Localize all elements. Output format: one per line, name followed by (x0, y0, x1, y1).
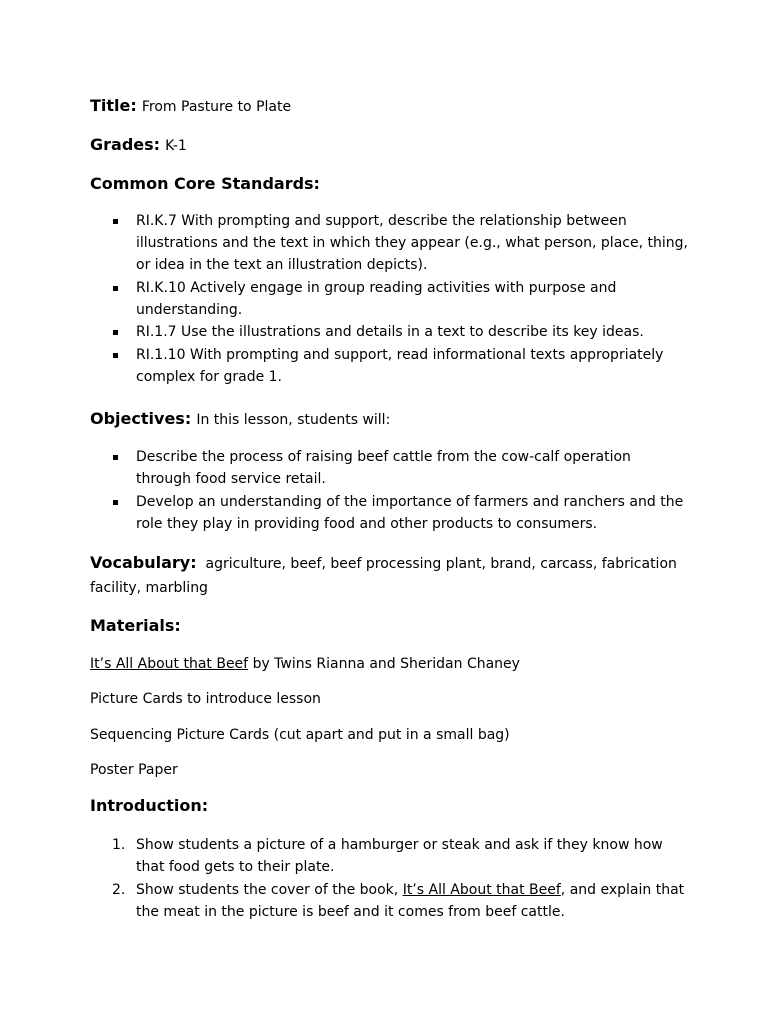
materials-item: Sequencing Picture Cards (cut apart and put in a small bag) (90, 727, 510, 743)
book-title: It’s All About that Beef (90, 656, 249, 672)
step-number: 2. (112, 881, 126, 898)
list-item: Develop an understanding of the importance of farmers and ranchers and the role they play in providing food and other products to consumers. (90, 491, 688, 535)
grades-line (90, 135, 688, 154)
introduction-heading: Introduction: (90, 796, 209, 815)
standards-list (90, 210, 688, 388)
grades-value: K-1 (165, 138, 187, 154)
materials-item: Picture Cards to introduce lesson (90, 691, 321, 707)
book-title: It’s All About that Beef (402, 881, 561, 898)
title-value: From Pasture to Plate (141, 99, 292, 115)
objectives-list (90, 446, 688, 535)
list-item: RI.1.7 Use the illustrations and details in a text to describe its key ideas. (90, 321, 688, 343)
vocabulary-label: Vocabulary: (90, 553, 197, 572)
list-item (90, 834, 688, 878)
objectives-intro: In this lesson, students will: (196, 412, 391, 428)
list-item: RI.K.7 With prompting and support, describe the relationship between illustrations and the text in which they appear (e.g., what person, place, thing, or idea in the text an illustration depicts). (90, 210, 688, 276)
step-text-pre: Show students the cover of the book, (136, 881, 403, 898)
list-item: Describe the process of raising beef cattle from the cow-calf operation through food service retail. (90, 446, 688, 490)
vocabulary-block (90, 551, 688, 600)
introduction-list (90, 834, 688, 923)
materials-item: Poster Paper (90, 762, 178, 778)
book-author: by Twins Rianna and Sheridan Chaney (252, 656, 520, 672)
list-item: RI.1.10 With prompting and support, read informational texts appropriately complex for grade 1. (90, 344, 688, 388)
title-line (90, 96, 688, 115)
step-text: Show students a picture of a hamburger or steak and ask if they know how that food gets to their plate. (136, 837, 663, 875)
materials-book (90, 653, 688, 675)
grades-label: Grades: (90, 135, 161, 154)
vocabulary-value: agriculture, beef, beef processing plant, brand, carcass, fabrication facility, marbling (90, 556, 677, 596)
objectives-label: Objectives: (90, 409, 192, 428)
materials-heading: Materials: (90, 616, 181, 635)
step-text-post: , and explain that the meat in the picture is beef and it comes from beef cattle. (136, 881, 685, 920)
list-item: RI.K.10 Actively engage in group reading activities with purpose and understanding. (90, 277, 688, 321)
step-number: 1. (112, 837, 126, 853)
standards-heading: Common Core Standards: (90, 174, 320, 193)
title-label: Title: (90, 96, 137, 115)
list-item (90, 879, 688, 923)
objectives-line (90, 409, 688, 428)
